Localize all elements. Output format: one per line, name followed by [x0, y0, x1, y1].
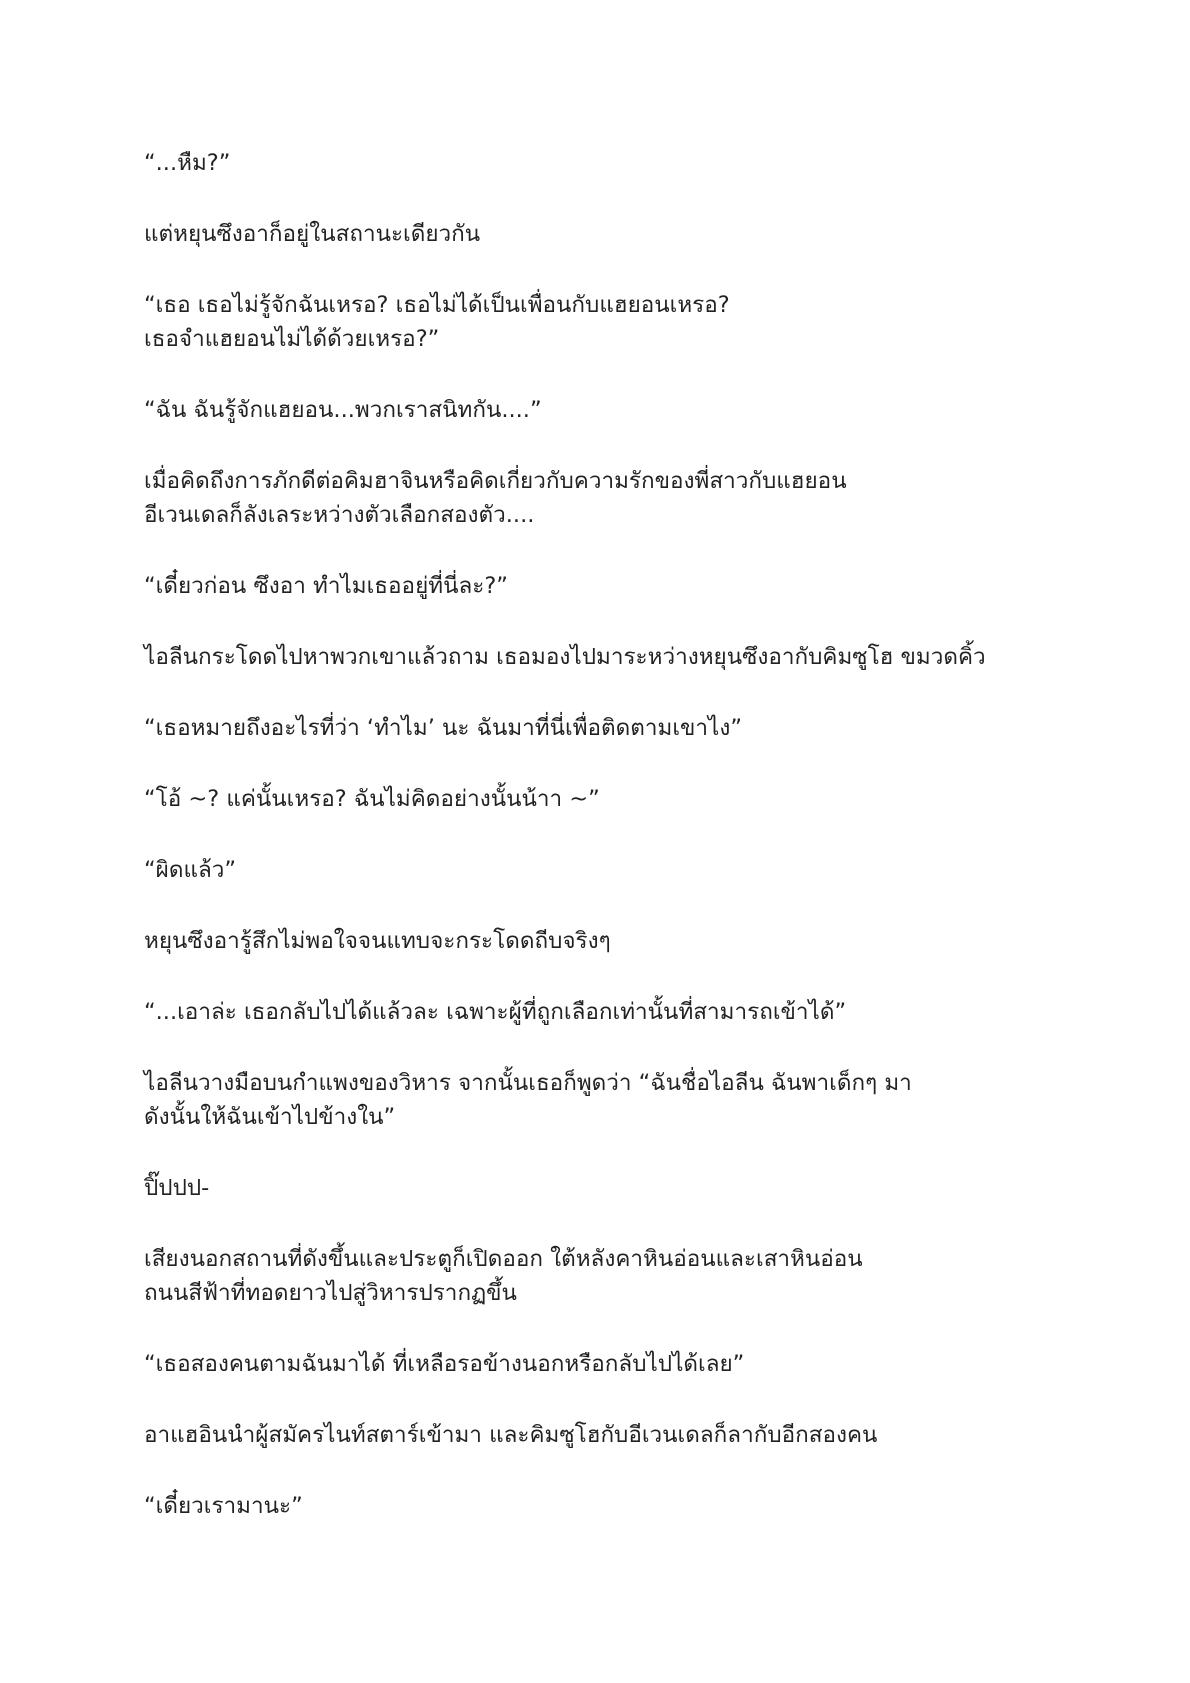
text-line: หยุนซึงอารู้สึกไม่พอใจจนแทบจะกระโดดถีบจริงๆ — [144, 928, 611, 954]
paragraph — [144, 1066, 1064, 1134]
paragraph — [144, 640, 1064, 674]
text-line: “...หืม?” — [144, 150, 231, 176]
paragraph — [144, 569, 1064, 603]
text-line: ปิ๊ปปป- — [144, 1175, 210, 1201]
paragraph — [144, 782, 1064, 816]
text-line: “เดี๋ยวก่อน ซึงอา ทำไมเธออยู่ที่นี่ละ?” — [144, 573, 508, 599]
paragraph — [144, 1242, 1064, 1310]
text-line: “เธอ เธอไม่รู้จักฉันเหรอ? เธอไม่ได้เป็นเพื่อนกับแฮยอนเหรอ? — [144, 292, 730, 318]
text-line: “เธอสองคนตามฉันมาได้ ที่เหลือรอข้างนอกหรือกลับไปได้เลย” — [144, 1351, 745, 1377]
paragraph — [144, 146, 1064, 180]
text-line: “ฉัน ฉันรู้จักแฮยอน...พวกเราสนิทกัน....” — [144, 397, 542, 423]
text-line: แต่หยุนซึงอาก็อยู่ในสถานะเดียวกัน — [144, 221, 481, 247]
text-line: อีเวนเดลก็ลังเลระหว่างตัวเลือกสองตัว.... — [144, 502, 535, 528]
text-line: ไอลีนวางมือบนกำแพงของวิหาร จากนั้นเธอก็พูดว่า “ฉันชื่อไอลีน ฉันพาเด็กๆ มา — [144, 1070, 912, 1096]
text-line: “เธอหมายถึงอะไรที่ว่า ‘ทำไม’ นะ ฉันมาที่นี่เพื่อติดตามเขาไง” — [144, 715, 743, 741]
paragraph — [144, 1418, 1064, 1452]
paragraph — [144, 288, 1064, 356]
text-line: อาแฮอินนำผู้สมัครไนท์สตาร์เข้ามา และคิมซูโฮกับอีเวนเดลก็ลากับอีกสองคน — [144, 1422, 878, 1448]
text-line: ไอลีนกระโดดไปหาพวกเขาแล้วถาม เธอมองไปมาระหว่างหยุนซึงอากับคิมซูโฮ ขมวดคิ้ว — [144, 644, 986, 670]
paragraph — [144, 995, 1064, 1029]
paragraph — [144, 217, 1064, 251]
text-line: ถนนสีฟ้าที่ทอดยาวไปสู่วิหารปรากฏขึ้น — [144, 1280, 517, 1306]
text-line: เธอจำแฮยอนไม่ได้ด้วยเหรอ?” — [144, 326, 440, 352]
paragraph — [144, 1347, 1064, 1381]
text-line: “ผิดแล้ว” — [144, 857, 237, 883]
document-body — [144, 146, 1064, 1560]
paragraph — [144, 464, 1064, 532]
paragraph — [144, 711, 1064, 745]
paragraph — [144, 853, 1064, 887]
text-line: เสียงนอกสถานที่ดังขึ้นและประตูก็เปิดออก ใต้หลังคาหินอ่อนและเสาหินอ่อน — [144, 1246, 863, 1272]
text-line: เมื่อคิดถึงการภักดีต่อคิมฮาจินหรือคิดเกี่ยวกับความรักของพี่สาวกับแฮยอน — [144, 468, 847, 494]
text-line: “...เอาล่ะ เธอกลับไปได้แล้วละ เฉพาะผู้ที่ถูกเลือกเท่านั้นที่สามารถเข้าได้” — [144, 999, 847, 1025]
paragraph — [144, 924, 1064, 958]
text-line: “เดี๋ยวเรามานะ” — [144, 1493, 303, 1519]
text-line: “โอ้ ~? แค่นั้นเหรอ? ฉันไม่คิดอย่างนั้นน้าา ~” — [144, 786, 600, 812]
paragraph — [144, 393, 1064, 427]
paragraph — [144, 1489, 1064, 1523]
paragraph — [144, 1171, 1064, 1205]
text-line: ดังนั้นให้ฉันเข้าไปข้างใน” — [144, 1104, 396, 1130]
